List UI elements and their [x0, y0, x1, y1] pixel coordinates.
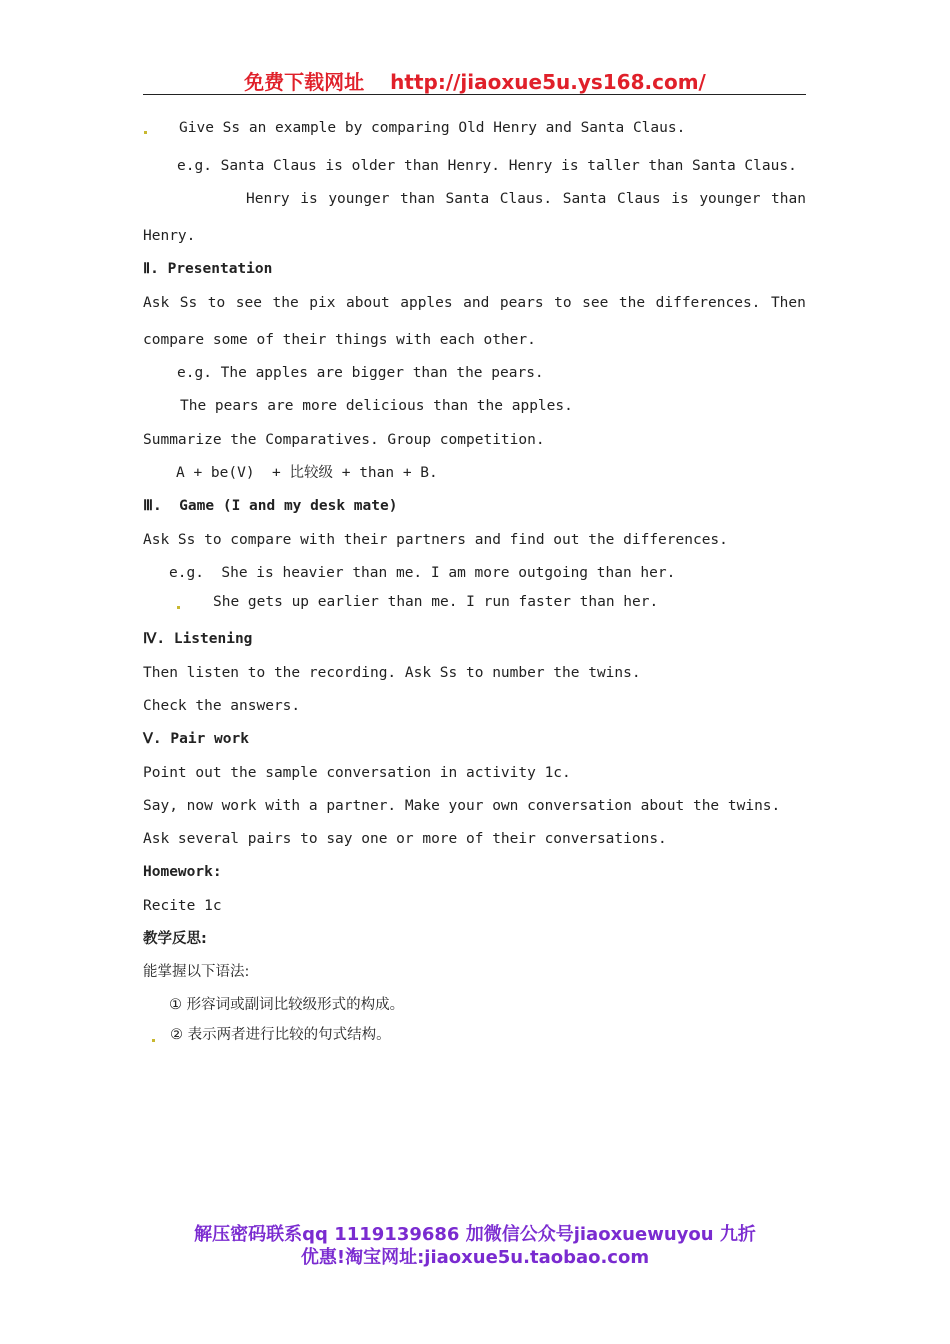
word: to	[554, 295, 572, 311]
line-grammar-intro: 能掌握以下语法:	[143, 964, 250, 980]
footer-line-1: 解压密码联系qq 1119139686 加微信公众号jiaoxuewuyou 九折	[194, 1224, 756, 1245]
header-cn-text: 免费下载网址	[244, 70, 365, 94]
line-give-example: Give Ss an example by comparing Old Henry and Santa Claus.	[179, 120, 686, 136]
word: differences.	[655, 295, 761, 311]
section-presentation-heading: Ⅱ. Presentation	[143, 261, 273, 277]
line-henry: Henry.	[143, 228, 196, 244]
word: than	[400, 191, 435, 207]
word: is	[671, 191, 689, 207]
word: Ss	[179, 295, 198, 311]
word: Henry	[246, 191, 290, 207]
word: pears	[499, 295, 544, 311]
page-header	[0, 66, 950, 95]
line-summarize: Summarize the Comparatives. Group competition.	[143, 432, 545, 448]
word: Santa	[562, 191, 607, 207]
line-ask-pairs: Ask several pairs to say one or more of their conversations.	[143, 831, 667, 847]
line-ask-compare: Ask Ss to compare with their partners and find out the differences.	[143, 532, 728, 548]
homework-heading: Homework:	[143, 864, 222, 880]
formula-part-c: + than + B.	[333, 465, 438, 481]
word: younger	[328, 191, 390, 207]
word: see	[582, 295, 609, 311]
line-listen-recording: Then listen to the recording. Ask Ss to number the twins.	[143, 665, 641, 681]
line-ask-see-pix	[143, 294, 806, 312]
word: Ask	[143, 295, 170, 311]
word: apples	[400, 295, 453, 311]
word: the	[618, 295, 646, 311]
word: and	[463, 295, 490, 311]
line-pears-delicious: The pears are more delicious than the apples.	[180, 398, 573, 414]
word: than	[771, 191, 806, 207]
line-grammar-point-1: ① 形容词或副词比较级形式的构成。	[169, 997, 405, 1013]
line-eg-heavier: e.g. She is heavier than me. I am more outgoing than her.	[169, 565, 676, 581]
section-listening-heading: Ⅳ. Listening	[143, 631, 253, 647]
header-url-link[interactable]: http://jiaoxue5u.ys168.com/	[390, 70, 706, 94]
formula-part-a: A + be(V) +	[176, 465, 290, 481]
word: Santa	[445, 191, 490, 207]
word: pix	[309, 295, 336, 311]
formula-comparative: 比较级	[289, 465, 333, 481]
word: to	[207, 295, 226, 311]
line-formula	[176, 464, 438, 482]
word: about	[346, 295, 390, 311]
footer-line-2: 优惠!淘宝网址:jiaoxue5u.taobao.com	[300, 1247, 650, 1268]
line-compare-things: compare some of their things with each other.	[143, 332, 536, 348]
scan-mark	[144, 131, 147, 134]
line-eg-apples: e.g. The apples are bigger than the pears.	[177, 365, 544, 381]
line-grammar-point-2: ② 表示两者进行比较的句式结构。	[170, 1027, 391, 1043]
word: Then	[770, 295, 806, 311]
scan-mark	[152, 1039, 155, 1042]
word: Claus	[617, 191, 661, 207]
line-recite: Recite 1c	[143, 898, 222, 914]
line-eg-santa: e.g. Santa Claus is older than Henry. Henry is taller than Santa Claus.	[177, 158, 797, 174]
word: Claus.	[499, 191, 553, 207]
word: see	[235, 295, 262, 311]
section-pair-work-heading: Ⅴ. Pair work	[143, 731, 249, 747]
word: is	[300, 191, 318, 207]
line-point-out: Point out the sample conversation in activity 1c.	[143, 765, 571, 781]
line-henry-younger	[246, 190, 806, 208]
section-game-heading: Ⅲ. Game (I and my desk mate)	[143, 498, 398, 514]
scan-mark	[177, 606, 180, 609]
line-gets-up: She gets up earlier than me. I run faster than her.	[213, 594, 659, 610]
word: younger	[699, 191, 761, 207]
line-check-answers: Check the answers.	[143, 698, 301, 714]
header-rule	[143, 94, 806, 95]
reflection-heading: 教学反思:	[143, 931, 207, 947]
word: the	[272, 295, 299, 311]
line-say-now: Say, now work with a partner. Make your own conversation about the twins.	[143, 798, 781, 814]
